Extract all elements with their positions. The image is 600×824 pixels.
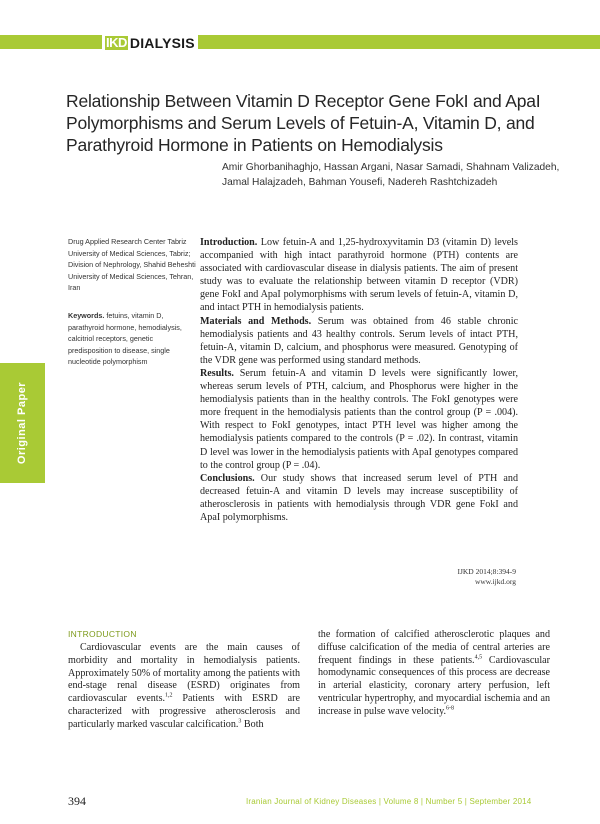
author-list: Amir Ghorbanihaghjo, Hassan Argani, Nasar Samadi, Shahnam Valizadeh, Jamal Halajzadeh, Bahman Yousefi, Nadereh Rashtchizadeh — [222, 162, 560, 188]
body-text: the formation of calcified atherosclerotic plaques and diffuse calcification of the media of central arteries are frequent findings in these patients. — [318, 629, 550, 666]
abstract-conclusions-text: Our study shows that increased serum level of PTH and decreased fetuin-A and vitamin D levels may increase susceptibility of atherosclerosis in patients with hemodialysis through VDR gene FokI and ApaI polymorphisms. — [200, 472, 518, 523]
journal-logo: IKD — [106, 34, 127, 50]
section-heading-introduction: INTRODUCTION — [68, 629, 137, 639]
abstract-methods-text: Serum was obtained from 46 stable chronic hemodialysis patients and 43 healthy controls. Serum levels of intact PTH, fetuin-A, vitamin D, calcium, and phosphorus were measured. Genotyping of the VDR gene was performed using standard methods. — [200, 315, 518, 366]
citation-website[interactable]: www.ijkd.org — [474, 577, 516, 586]
reference-marker: 6-8 — [446, 705, 454, 712]
abstract-conclusions — [200, 472, 518, 524]
body-column-right — [318, 629, 550, 719]
body-text: Cardiovascular events are the main causes of morbidity and mortality in hemodialysis patients. Approximately 50% of mortality among the patients with end-stage renal disease (ESRD) originates from cardiovascular events. — [68, 642, 300, 705]
keywords-text: fetuins, vitamin D, parathyroid hormone, hemodialysis, calcitriol receptors, genetic predisposition to disease, single nucleotide polymorphism — [68, 311, 182, 366]
page-number: 394 — [68, 794, 86, 808]
article-type-text: Original Paper — [16, 381, 29, 465]
affiliation: Drug Applied Research Center Tabriz University of Medical Sciences, Tabriz; Division of Nephrology, Shahid Beheshti University of Medical Sciences, Tehran, Iran — [68, 237, 196, 292]
abstract-methods — [200, 315, 518, 367]
reference-marker: 3 — [238, 718, 242, 725]
abstract-methods-label: Materials and Methods. — [200, 315, 312, 327]
journal-section-badge — [102, 34, 198, 51]
article-type-label — [4, 380, 40, 466]
abstract-introduction — [200, 236, 518, 315]
abstract-results — [200, 367, 518, 472]
abstract — [200, 236, 518, 524]
body-text: Cardiovascular homodynamic consequences of this process are decrease in arterial elasticity, coronary artery perfusion, left ventricular hypertrophy, and myocardial ischemia and an increase in pulse wave velocity. — [318, 654, 550, 717]
keywords-label: Keywords. — [68, 311, 105, 320]
keywords — [68, 310, 196, 368]
abstract-results-label: Results. — [200, 367, 234, 379]
journal-footer: Iranian Journal of Kidney Diseases | Volume 8 | Number 5 | September 2014 — [246, 797, 532, 806]
reference-marker: 1,2 — [165, 692, 173, 699]
article-title: Relationship Between Vitamin D Receptor Gene FokI and ApaI Polymorphisms and Serum Levels of Fetuin-A, Vitamin D, and Parathyroid Hormone in Patients on Hemodialysis — [66, 91, 541, 155]
body-column-left — [68, 642, 300, 732]
abstract-results-text: Serum fetuin-A and vitamin D levels were significantly lower, whereas serum levels of PTH, calcium, and Phosphorus were higher in the hemodialysis patients than in the healthy controls. The FokI genotypes were more frequent in the hemodialysis patients than the control group (P = .004). With respect to FokI genotypes, intact PTH level was higher among the hemodialysis patients compared to the controls (P = .02). In contrast, vitamin D level was lower in the hemodialysis patients with ApaI genotypes compared to the control group (P = .04). — [200, 367, 518, 471]
body-text: Both — [241, 718, 264, 730]
reference-marker: 4,5 — [474, 654, 483, 661]
abstract-intro-label: Introduction. — [200, 237, 258, 248]
section-label: DIALYSIS — [129, 34, 195, 51]
citation — [457, 567, 516, 587]
citation-reference: IJKD 2014;8:394-9 — [457, 567, 516, 576]
abstract-conclusions-label: Conclusions. — [200, 472, 255, 484]
body-text: Patients with ESRD are characterized with progressive atherosclerosis and particularly marked vascular calcification. — [68, 693, 301, 730]
header-accent-bar — [0, 35, 600, 49]
abstract-intro-text: Low fetuin-A and 1,25-hydroxyvitamin D3 (vitamin D) levels accompanied with high intact parathyroid hormone (PTH) contents are associated with cardiovascular disease in dialysis patients. The aim of present study was to evaluate the relationship between vitamin D receptor (VDR) gene FokI and ApaI polymorphisms with serum levels of fetuin-A, vitamin D, and intact PTH in hemodialysis patients. — [200, 237, 518, 314]
